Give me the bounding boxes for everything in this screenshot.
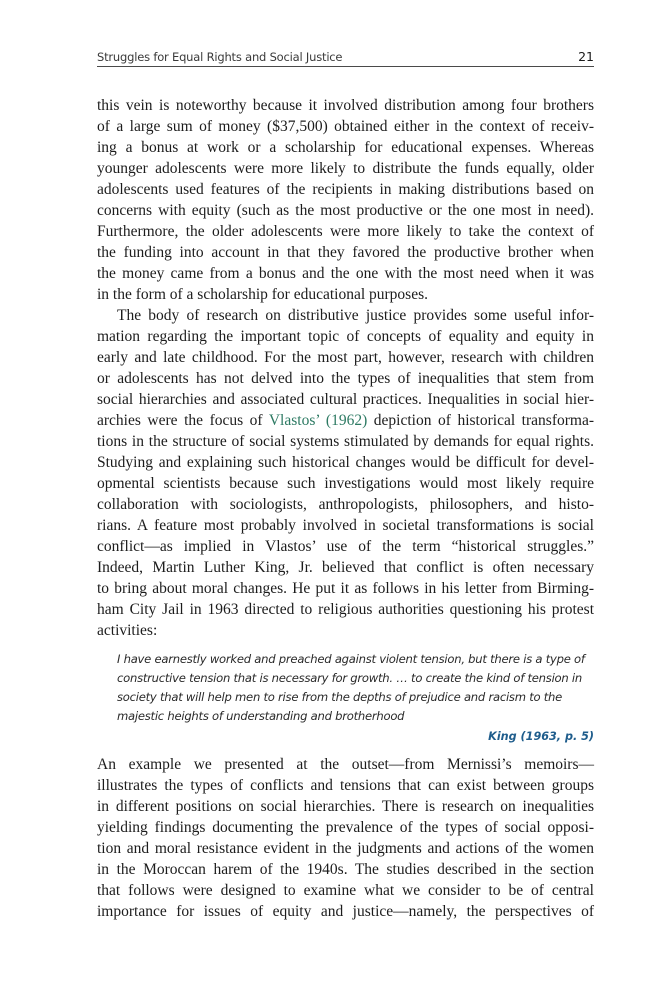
text-line: tions in the structure of social systems stimulated by demands for equal rights.	[97, 433, 594, 450]
running-header	[97, 48, 594, 67]
text-line: the funding into account in that they favored the productive brother when	[97, 244, 594, 261]
text-line: in the Moroccan harem of the 1940s. The studies described in the section	[97, 861, 594, 878]
text-line: Furthermore, the older adolescents were more likely to take the context of	[97, 223, 594, 240]
text-line: rians. A feature most probably involved in societal transformations is social	[97, 517, 594, 534]
text-line: mation regarding the important topic of concepts of equality and equity in	[97, 328, 594, 345]
text-line: early and late childhood. For the most part, however, research with children	[97, 349, 594, 366]
text-line: the money came from a bonus and the one with the most need when it was	[97, 265, 594, 282]
text-line	[97, 410, 594, 431]
paragraph-3	[97, 754, 594, 922]
text-line: collaboration with sociologists, anthropologists, philosophers, and histo-	[97, 496, 594, 513]
page-body	[97, 95, 594, 922]
text-fragment: depiction of historical transforma-	[367, 412, 594, 429]
text-line: opmental scientists because such investigations would most likely require	[97, 475, 594, 492]
quote-line: majestic heights of understanding and brotherhood	[117, 709, 405, 723]
text-line: that follows were designed to examine what we consider to be of central	[97, 882, 594, 899]
text-line: concerns with equity (such as the most productive or the one most in need).	[97, 202, 594, 219]
citation-link-vlastos-1962[interactable]: Vlastos’ (1962)	[268, 412, 368, 429]
paragraph-1	[97, 95, 594, 305]
text-line: in the form of a scholarship for educational purposes.	[97, 286, 429, 303]
text-line: activities:	[97, 622, 158, 639]
text-line: An example we presented at the outset—from Mernissi’s memoirs—	[97, 756, 594, 773]
text-line: adolescents used features of the recipients in making distributions based on	[97, 181, 594, 198]
text-line: Indeed, Martin Luther King, Jr. believed that conflict is often necessary	[97, 559, 594, 576]
text-line: in different positions on social hierarchies. There is research on inequalities	[97, 798, 594, 815]
text-line: or adolescents has not delved into the types of inequalities that stem from	[97, 370, 594, 387]
text-line: yielding findings documenting the prevalence of the types of social opposi-	[97, 819, 594, 836]
text-line: ing a bonus at work or a scholarship for educational expenses. Whereas	[97, 139, 594, 156]
text-line: ham City Jail in 1963 directed to religious authorities questioning his protest	[97, 601, 594, 618]
text-line: conflict—as implied in Vlastos’ use of the term “historical struggles.”	[97, 538, 594, 555]
text-line: this vein is noteworthy because it involved distribution among four brothers	[97, 97, 594, 114]
text-line: tion and moral resistance evident in the judgments and actions of the women	[97, 840, 594, 857]
text-fragment: archies were the focus of	[97, 412, 269, 429]
text-line: importance for issues of equity and justice—namely, the perspectives of	[97, 903, 594, 920]
citation-link-king-1963[interactable]: King (1963, p. 5)	[488, 730, 594, 743]
text-line: social hierarchies and associated cultural practices. Inequalities in social hier-	[97, 391, 594, 408]
page-number: 21	[578, 49, 594, 64]
block-quote	[97, 650, 594, 726]
text-line: The body of research on distributive justice provides some useful infor-	[117, 307, 594, 324]
text-line: illustrates the types of conflicts and tensions that can exist between groups	[97, 777, 594, 794]
running-title: Struggles for Equal Rights and Social Justice	[97, 50, 343, 64]
quote-line: society that will help men to rise from the depths of prejudice and racism to the	[117, 690, 563, 704]
quote-line: constructive tension that is necessary for growth. … to create the kind of tension in	[117, 671, 582, 685]
paragraph-2	[97, 305, 594, 641]
text-line: Studying and explaining such historical changes would be difficult for devel-	[97, 454, 594, 471]
text-line: of a large sum of money ($37,500) obtained either in the context of receiv-	[97, 118, 594, 135]
text-line: to bring about moral changes. He put it as follows in his letter from Birming-	[97, 580, 594, 597]
text-line: younger adolescents were more likely to distribute the funds equally, older	[97, 160, 594, 177]
quote-line: I have earnestly worked and preached against violent tension, but there is a type of	[117, 652, 585, 666]
quote-source-citation	[97, 729, 594, 745]
